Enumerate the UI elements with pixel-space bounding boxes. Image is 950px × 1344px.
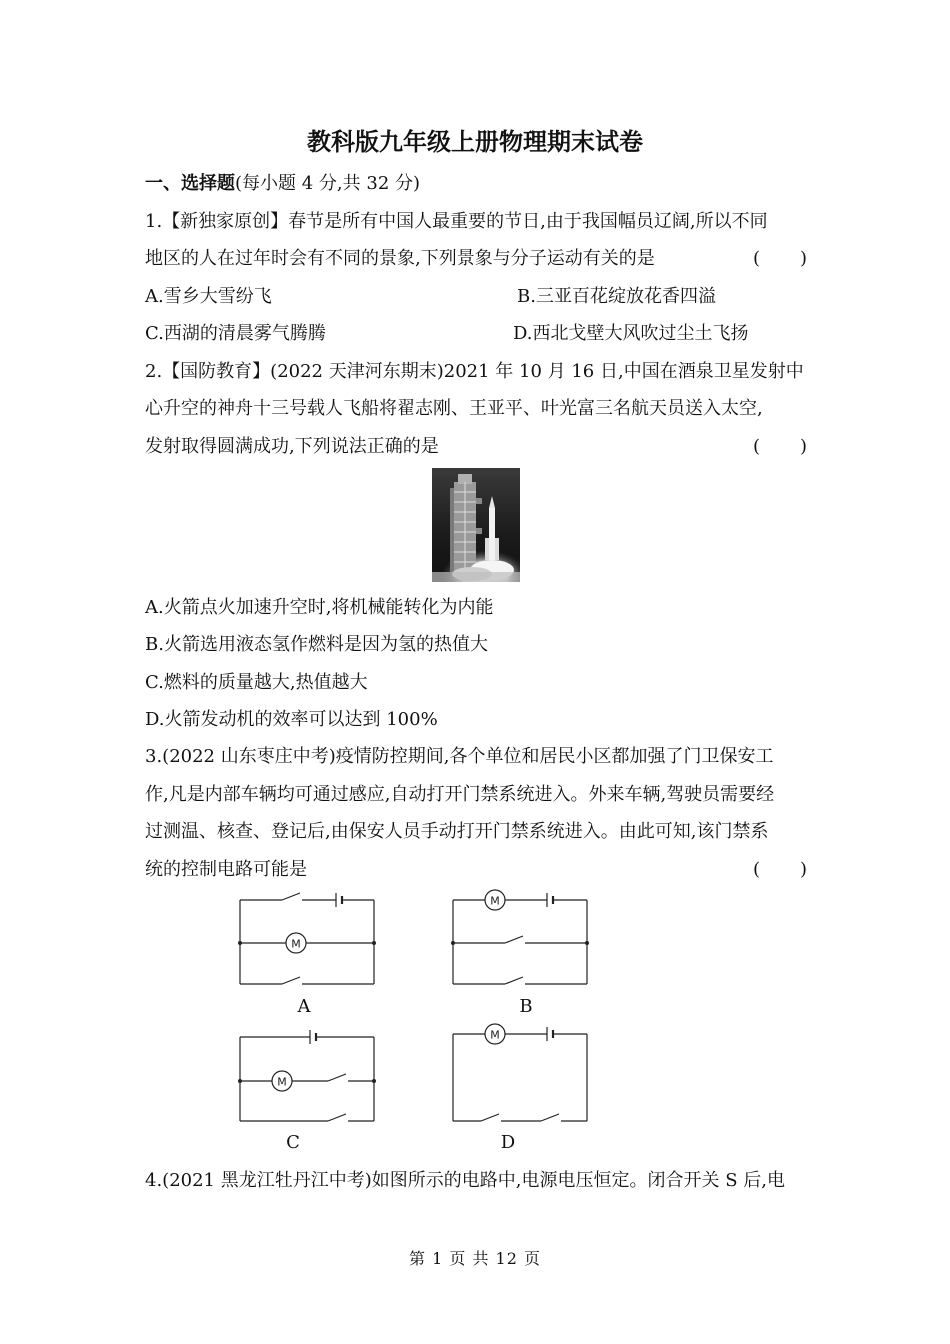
motor-symbol-label: M: [277, 1075, 287, 1089]
q1-answer-bracket: [753, 247, 807, 271]
q1-line-1: 1.【新独家原创】春节是所有中国人最重要的节日,由于我国幅员辽阔,所以不同: [145, 211, 768, 232]
q2-line-3: 发射取得圆满成功,下列说法正确的是: [145, 436, 439, 457]
paren-close: ): [799, 859, 807, 880]
q2-answer-bracket: [753, 435, 807, 459]
q3-line-2: 作,凡是内部车辆均可通过感应,自动打开门禁系统进入。外来车辆,驾驶员需要经: [145, 784, 775, 805]
paren-open: (: [753, 436, 761, 457]
section-heading-note: (每小题 4 分,共 32 分): [235, 173, 421, 194]
q3-answer-bracket: [753, 858, 807, 882]
q1-line-2: 地区的人在过年时会有不同的景象,下列景象与分子运动有关的是: [145, 248, 655, 269]
q4-line-1: 4.(2021 黑龙江牡丹江中考)如图所示的电路中,电源电压恒定。闭合开关 S 后,电: [145, 1170, 785, 1191]
paren-open: (: [753, 248, 761, 269]
paren-close: ): [799, 436, 807, 457]
page-number-footer: 第 1 页 共 12 页: [409, 1249, 541, 1268]
circuit-label-c: C: [286, 1132, 300, 1153]
q2-line-1: 2.【国防教育】(2022 天津河东期末)2021 年 10 月 16 日,中国在酒泉卫星发射中: [145, 361, 804, 382]
q2-option-d: D.火箭发动机的效率可以达到 100%: [145, 709, 438, 730]
rocket-launch-photo: [432, 468, 520, 582]
page-title: 教科版九年级上册物理期末试卷: [307, 127, 643, 156]
motor-symbol-label: M: [291, 937, 301, 951]
circuit-diagram-c: [230, 1028, 385, 1128]
section-heading: [145, 172, 420, 196]
circuit-label-d: D: [500, 1132, 516, 1153]
q1-option-b: B.三亚百花绽放花香四溢: [517, 286, 716, 307]
section-heading-label: 一、选择题: [145, 173, 235, 194]
q3-line-3: 过测温、核查、登记后,由保安人员手动打开门禁系统进入。由此可知,该门禁系: [145, 821, 769, 842]
circuit-diagram-a: [230, 890, 385, 990]
circuit-label-b: B: [519, 996, 533, 1017]
q2-option-a: A.火箭点火加速升空时,将机械能转化为内能: [145, 597, 494, 618]
q3-line-1: 3.(2022 山东枣庄中考)疫情防控期间,各个单位和居民小区都加强了门卫保安工: [145, 746, 774, 767]
circuit-diagram-b: [443, 884, 598, 990]
q2-option-b: B.火箭选用液态氢作燃料是因为氢的热值大: [145, 634, 488, 655]
q1-option-c: C.西湖的清晨雾气腾腾: [145, 323, 326, 344]
q2-line-2: 心升空的神舟十三号载人飞船将翟志刚、王亚平、叶光富三名航天员送入太空,: [145, 398, 763, 419]
q1-option-a: A.雪乡大雪纷飞: [145, 286, 272, 307]
motor-symbol-label: M: [490, 1028, 500, 1042]
circuit-label-a: A: [297, 996, 311, 1017]
motor-symbol-label: M: [490, 894, 500, 908]
paren-close: ): [799, 248, 807, 269]
paren-open: (: [753, 859, 761, 880]
q1-option-d: D.西北戈壁大风吹过尘土飞扬: [513, 323, 749, 344]
circuit-diagram-d: [443, 1020, 598, 1128]
q2-option-c: C.燃料的质量越大,热值越大: [145, 672, 368, 693]
q3-line-4: 统的控制电路可能是: [145, 859, 307, 880]
